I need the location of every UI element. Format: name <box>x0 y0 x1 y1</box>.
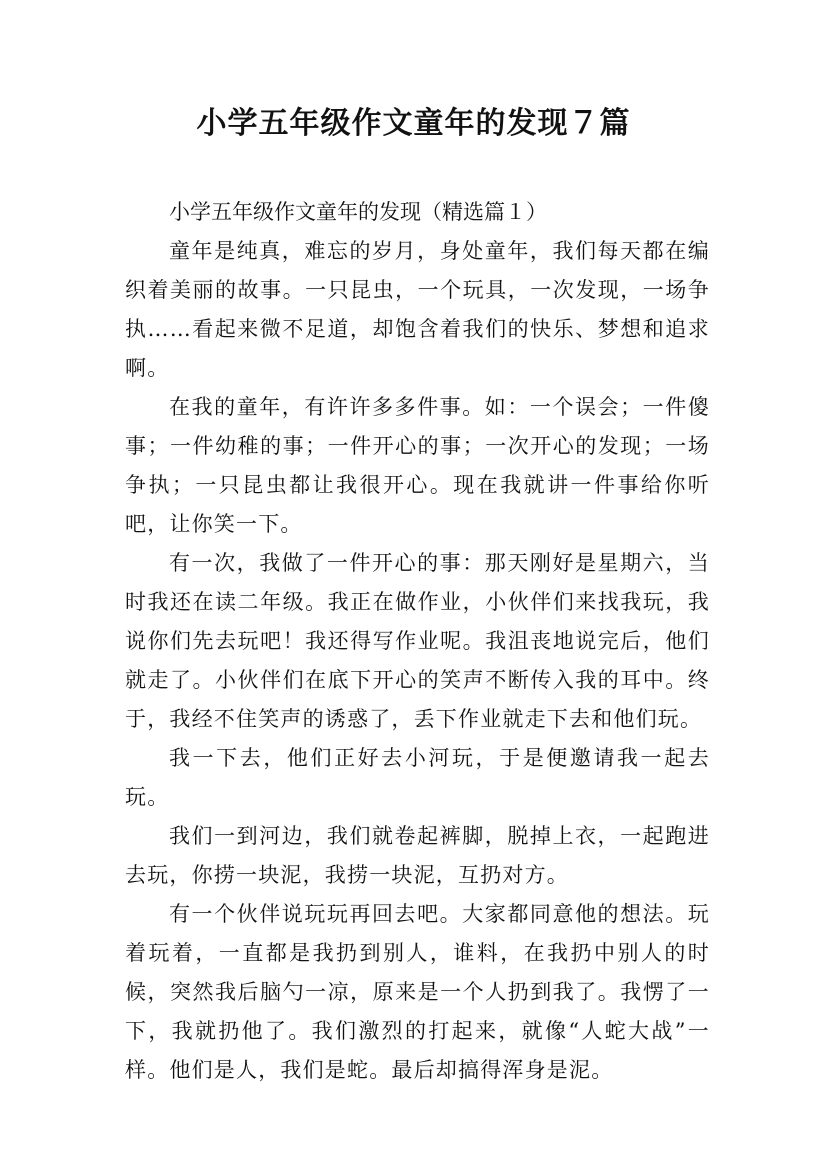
document-body <box>125 193 710 1090</box>
paragraph-3: 有一次，我做了一件开心的事：那天刚好是星期六，当时我还在读二年级。我正在做作业，小伙伴们来找我玩，我说你们先去玩吧！我还得写作业呢。我沮丧地说完后，他们就走了。小伙伴们在底下开心的笑声不断传入我的耳中。终于，我经不住笑声的诱惑了，丢下作业就走下去和他们玩。 <box>125 551 710 731</box>
paragraph-5: 我们一到河边，我们就卷起裤脚，脱掉上衣，一起跑进去玩，你捞一块泥，我捞一块泥，互扔对方。 <box>125 824 710 887</box>
paragraph-4: 我一下去，他们正好去小河玩，于是便邀请我一起去玩。 <box>125 746 710 809</box>
section-subtitle: 小学五年级作文童年的发现（精选篇１） <box>169 200 547 224</box>
paragraph-2: 在我的童年，有许许多多件事。如：一个误会；一件傻事；一件幼稚的事；一件开心的事；一次开心的发现；一场争执；一只昆虫都让我很开心。现在我就讲一件事给你听吧，让你笑一下。 <box>125 395 710 536</box>
paragraph-1: 童年是纯真，难忘的岁月，身处童年，我们每天都在编织着美丽的故事。一只昆虫，一个玩具，一次发现，一场争执……看起来微不足道，却饱含着我们的快乐、梦想和追求啊。 <box>125 239 710 380</box>
document-title: 小学五年级作文童年的发现７篇 <box>196 106 631 141</box>
paragraph-6: 有一个伙伴说玩玩再回去吧。大家都同意他的想法。玩着玩着，一直都是我扔到别人，谁料，在我扔中别人的时候，突然我后脑勺一凉，原来是一个人扔到我了。我愣了一下，我就扔他了。我们激烈的打起来，就像“人蛇大战”一样。他们是人，我们是蛇。最后却搞得浑身是泥。 <box>125 902 710 1082</box>
